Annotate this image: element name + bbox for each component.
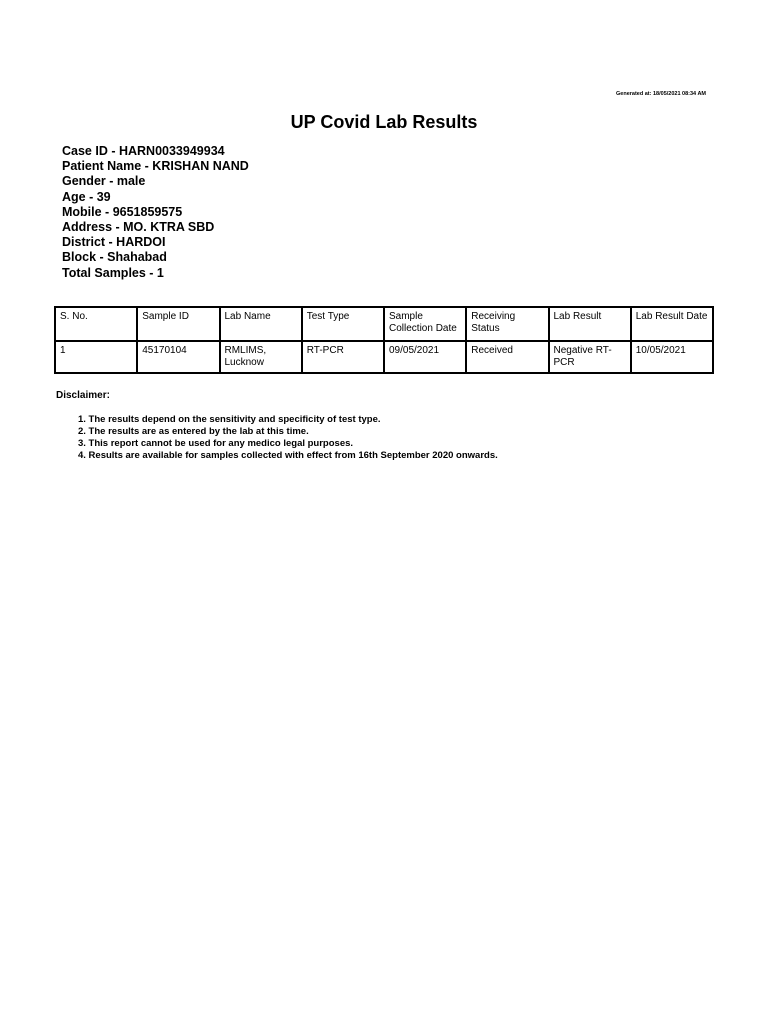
cell-receiving-status: Received — [466, 341, 548, 373]
disclaimer-heading: Disclaimer: — [56, 390, 110, 401]
patient-name: Patient Name - KRISHAN NAND — [62, 159, 249, 174]
header-lab-result-date: Lab Result Date — [631, 307, 713, 341]
generated-timestamp: Generated at: 18/05/2021 08:34 AM — [616, 91, 706, 97]
header-lab-name: Lab Name — [220, 307, 302, 341]
district: District - HARDOI — [62, 235, 166, 250]
header-test-type: Test Type — [302, 307, 384, 341]
cell-sample-collection-date: 09/05/2021 — [384, 341, 466, 373]
header-receiving-status: Receiving Status — [466, 307, 548, 341]
cell-test-type: RT-PCR — [302, 341, 384, 373]
table-header-row — [55, 307, 713, 341]
disclaimer-item: 1. The results depend on the sensitivity and specificity of test type. — [78, 414, 381, 425]
header-lab-result: Lab Result — [549, 307, 631, 341]
disclaimer-item: 2. The results are as entered by the lab at this time. — [78, 426, 309, 437]
total-samples: Total Samples - 1 — [62, 265, 164, 280]
patient-details — [62, 144, 249, 281]
block: Block - Shahabad — [62, 250, 167, 265]
table-row — [55, 341, 713, 373]
header-sample-id: Sample ID — [137, 307, 219, 341]
cell-lab-result-date: 10/05/2021 — [631, 341, 713, 373]
page-title: UP Covid Lab Results — [290, 112, 478, 132]
results-table — [54, 306, 714, 374]
header-s-no: S. No. — [55, 307, 137, 341]
header-sample-collection-date: Sample Collection Date — [384, 307, 466, 341]
cell-sample-id: 45170104 — [137, 341, 219, 373]
address: Address - MO. KTRA SBD — [62, 220, 215, 235]
disclaimer-item: 3. This report cannot be used for any medico legal purposes. — [78, 438, 354, 449]
mobile: Mobile - 9651859575 — [62, 204, 183, 219]
cell-lab-name: RMLIMS, Lucknow — [220, 341, 302, 373]
disclaimer-list — [78, 414, 498, 462]
cell-lab-result: Negative RT-PCR — [549, 341, 631, 373]
age: Age - 39 — [62, 189, 111, 204]
gender: Gender - male — [62, 174, 146, 189]
cell-s-no: 1 — [55, 341, 137, 373]
case-id: Case ID - HARN0033949934 — [62, 144, 225, 158]
disclaimer-item: 4. Results are available for samples collected with effect from 16th September 2020 onwards. — [78, 450, 498, 461]
